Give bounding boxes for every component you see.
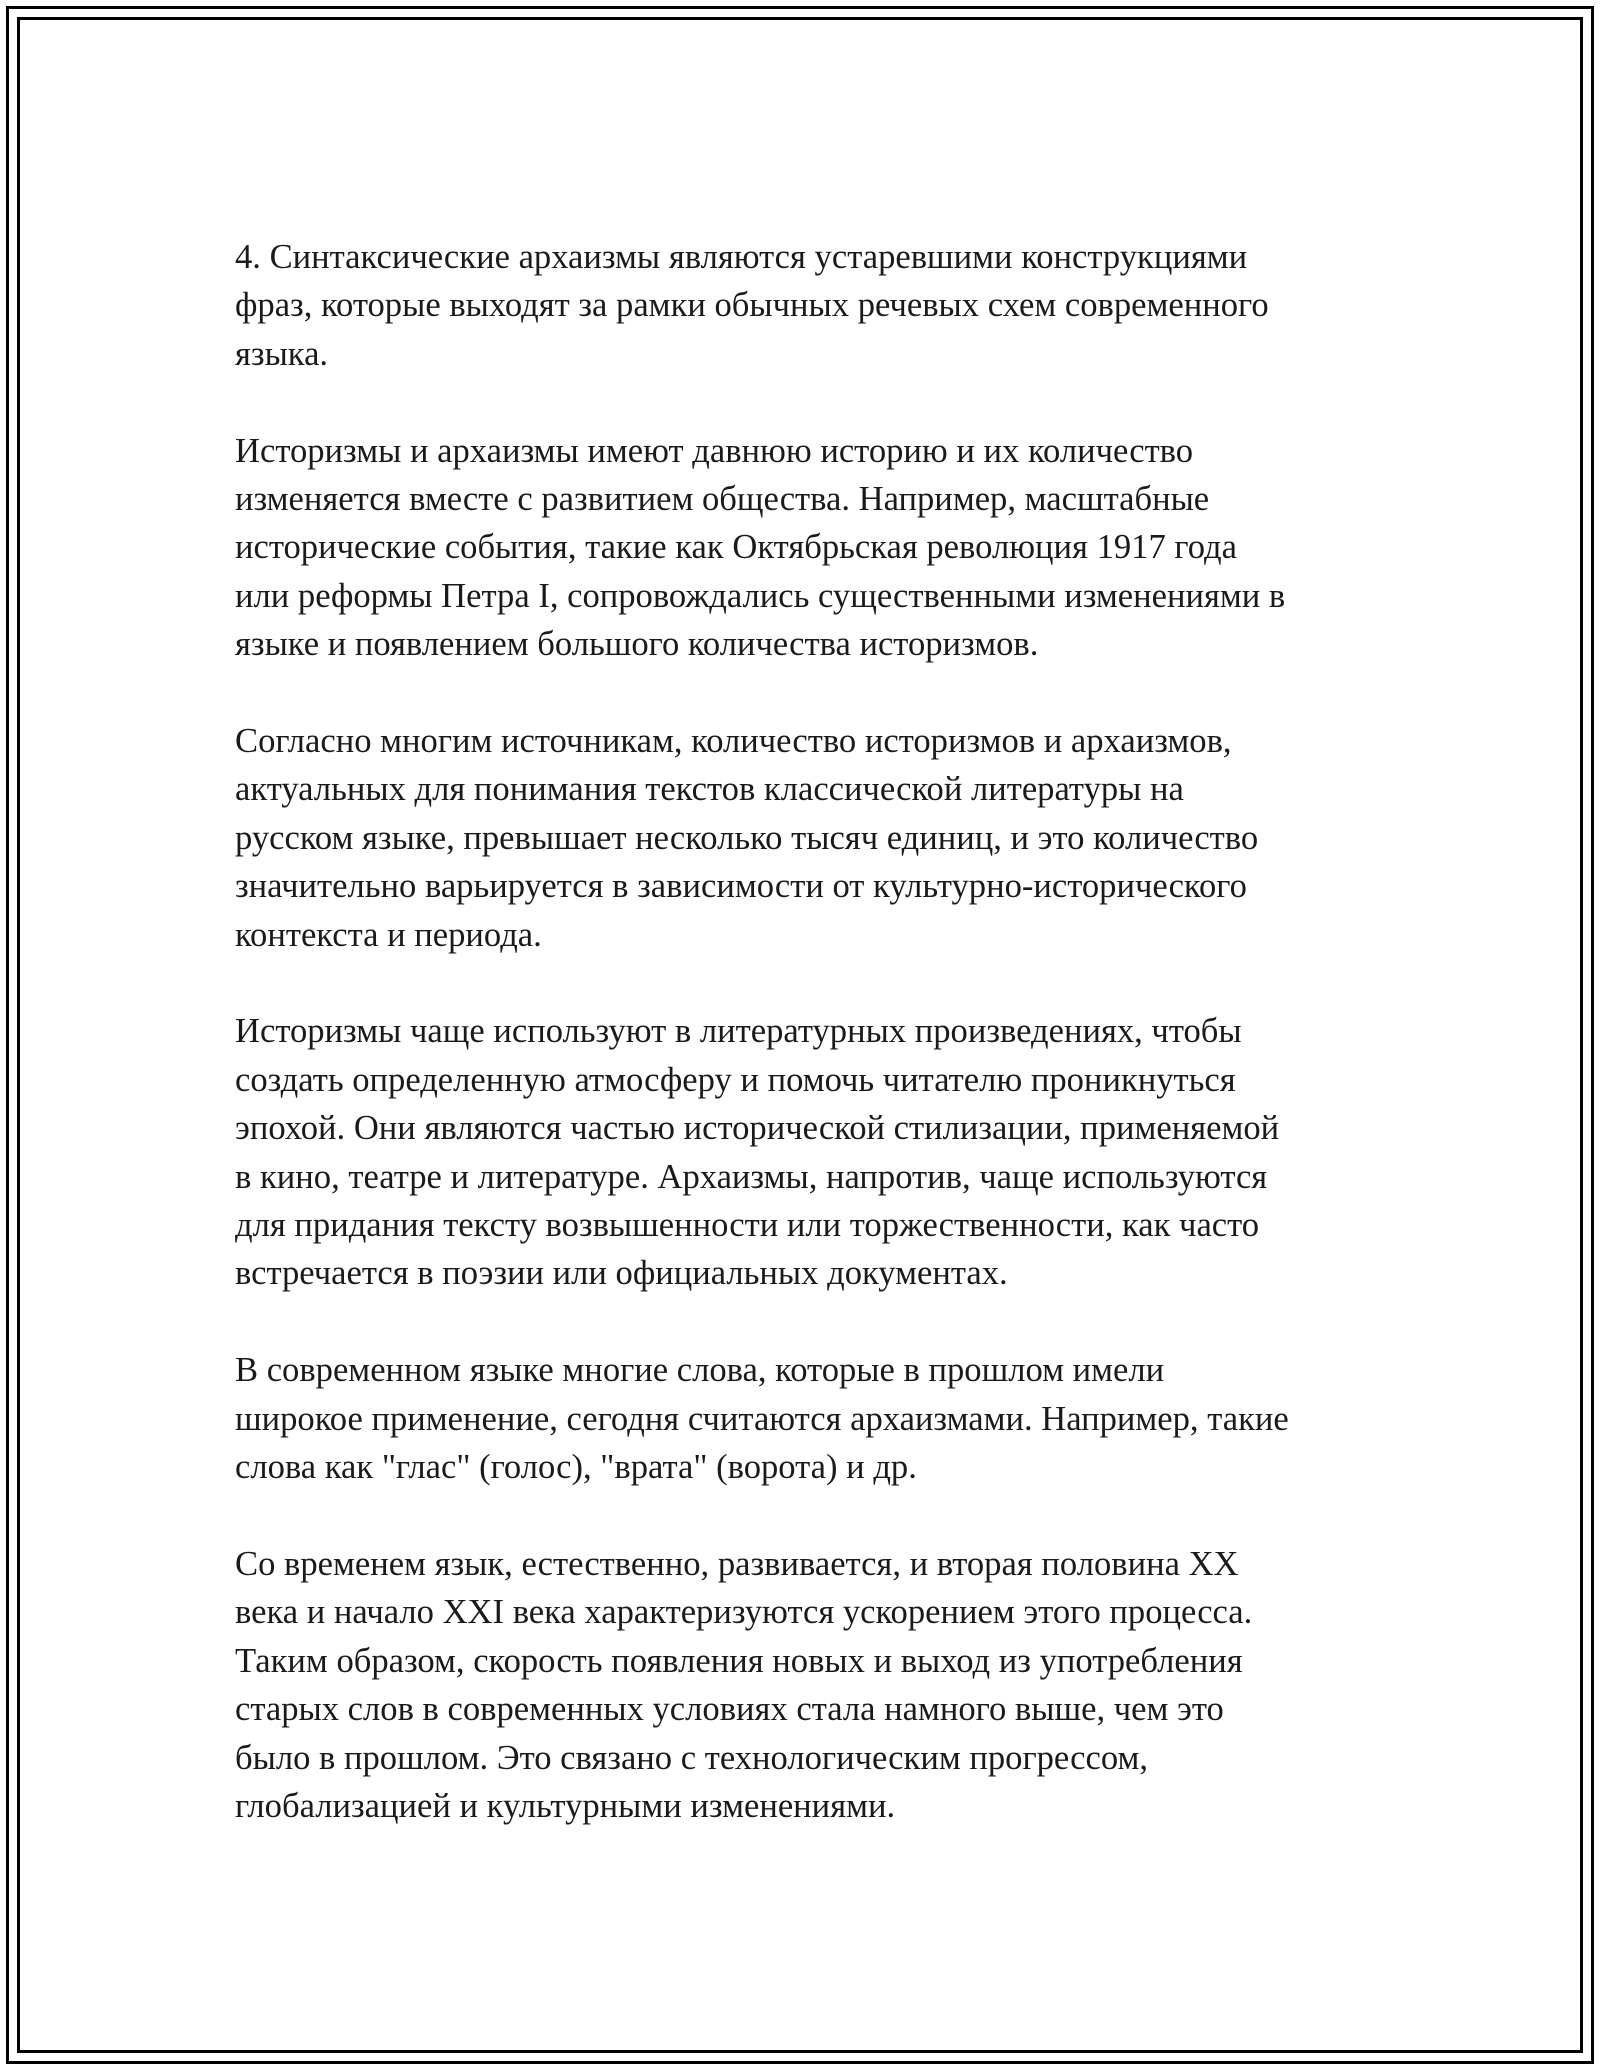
text-line: контекста и периода. xyxy=(235,915,542,954)
paragraph-syntactic-archaisms xyxy=(235,233,1375,378)
text-line: слова как "глас" (голос), "врата" (ворота) и др. xyxy=(235,1448,917,1487)
text-line: Согласно многим источникам, количество историзмов и архаизмов, xyxy=(235,722,1232,761)
text-line: века и начало XXI века характеризуются ускорением этого процесса. xyxy=(235,1593,1253,1632)
text-line: для придания тексту возвышенности или торжественности, как часто xyxy=(235,1206,1260,1245)
text-line: широкое применение, сегодня считаются архаизмами. Например, такие xyxy=(235,1399,1289,1438)
text-line: актуальных для понимания текстов классической литературы на xyxy=(235,770,1184,809)
text-line: исторические события, такие как Октябрьская революция 1917 года xyxy=(235,528,1237,567)
paragraph-language-evolution xyxy=(235,1540,1375,1830)
text-line: в кино, театре и литературе. Архаизмы, напротив, чаще используются xyxy=(235,1157,1268,1196)
text-line: глобализацией и культурными изменениями. xyxy=(235,1786,896,1825)
text-line: Историзмы чаще используют в литературных произведениях, чтобы xyxy=(235,1012,1242,1051)
text-line: Таким образом, скорость появления новых и выход из употребления xyxy=(235,1641,1243,1680)
text-line: Историзмы и архаизмы имеют давнюю историю и их количество xyxy=(235,431,1194,470)
text-line: или реформы Петра I, сопровождались существенными изменениями в xyxy=(235,576,1286,615)
text-line: создать определенную атмосферу и помочь читателю проникнуться xyxy=(235,1060,1236,1099)
paragraph-history xyxy=(235,427,1375,669)
text-line: изменяется вместе с развитием общества. Например, масштабные xyxy=(235,480,1210,519)
text-line: языка. xyxy=(235,334,329,373)
paragraph-usage xyxy=(235,1007,1375,1297)
text-line: встречается в поэзии или официальных документах. xyxy=(235,1254,1008,1293)
paragraph-modern-language xyxy=(235,1346,1375,1491)
text-line: русском языке, превышает несколько тысяч единиц, и это количество xyxy=(235,818,1259,857)
document-body xyxy=(235,233,1375,1879)
text-line: Со временем язык, естественно, развивается, и вторая половина XX xyxy=(235,1544,1239,1583)
text-line: старых слов в современных условиях стала намного выше, чем это xyxy=(235,1690,1224,1729)
text-line: В современном языке многие слова, которые в прошлом имели xyxy=(235,1351,1165,1390)
text-line: 4. Синтаксические архаизмы являются устаревшими конструкциями xyxy=(235,238,1248,276)
text-line: языке и появлением большого количества историзмов. xyxy=(235,625,1039,664)
text-line: значительно варьируется в зависимости от культурно-исторического xyxy=(235,867,1247,906)
text-line: эпохой. Они являются частью исторической стилизации, применяемой xyxy=(235,1109,1280,1148)
paragraph-quantity xyxy=(235,717,1375,959)
text-line: фраз, которые выходят за рамки обычных речевых схем современного xyxy=(235,286,1269,325)
text-line: было в прошлом. Это связано с технологическим прогрессом, xyxy=(235,1738,1148,1777)
